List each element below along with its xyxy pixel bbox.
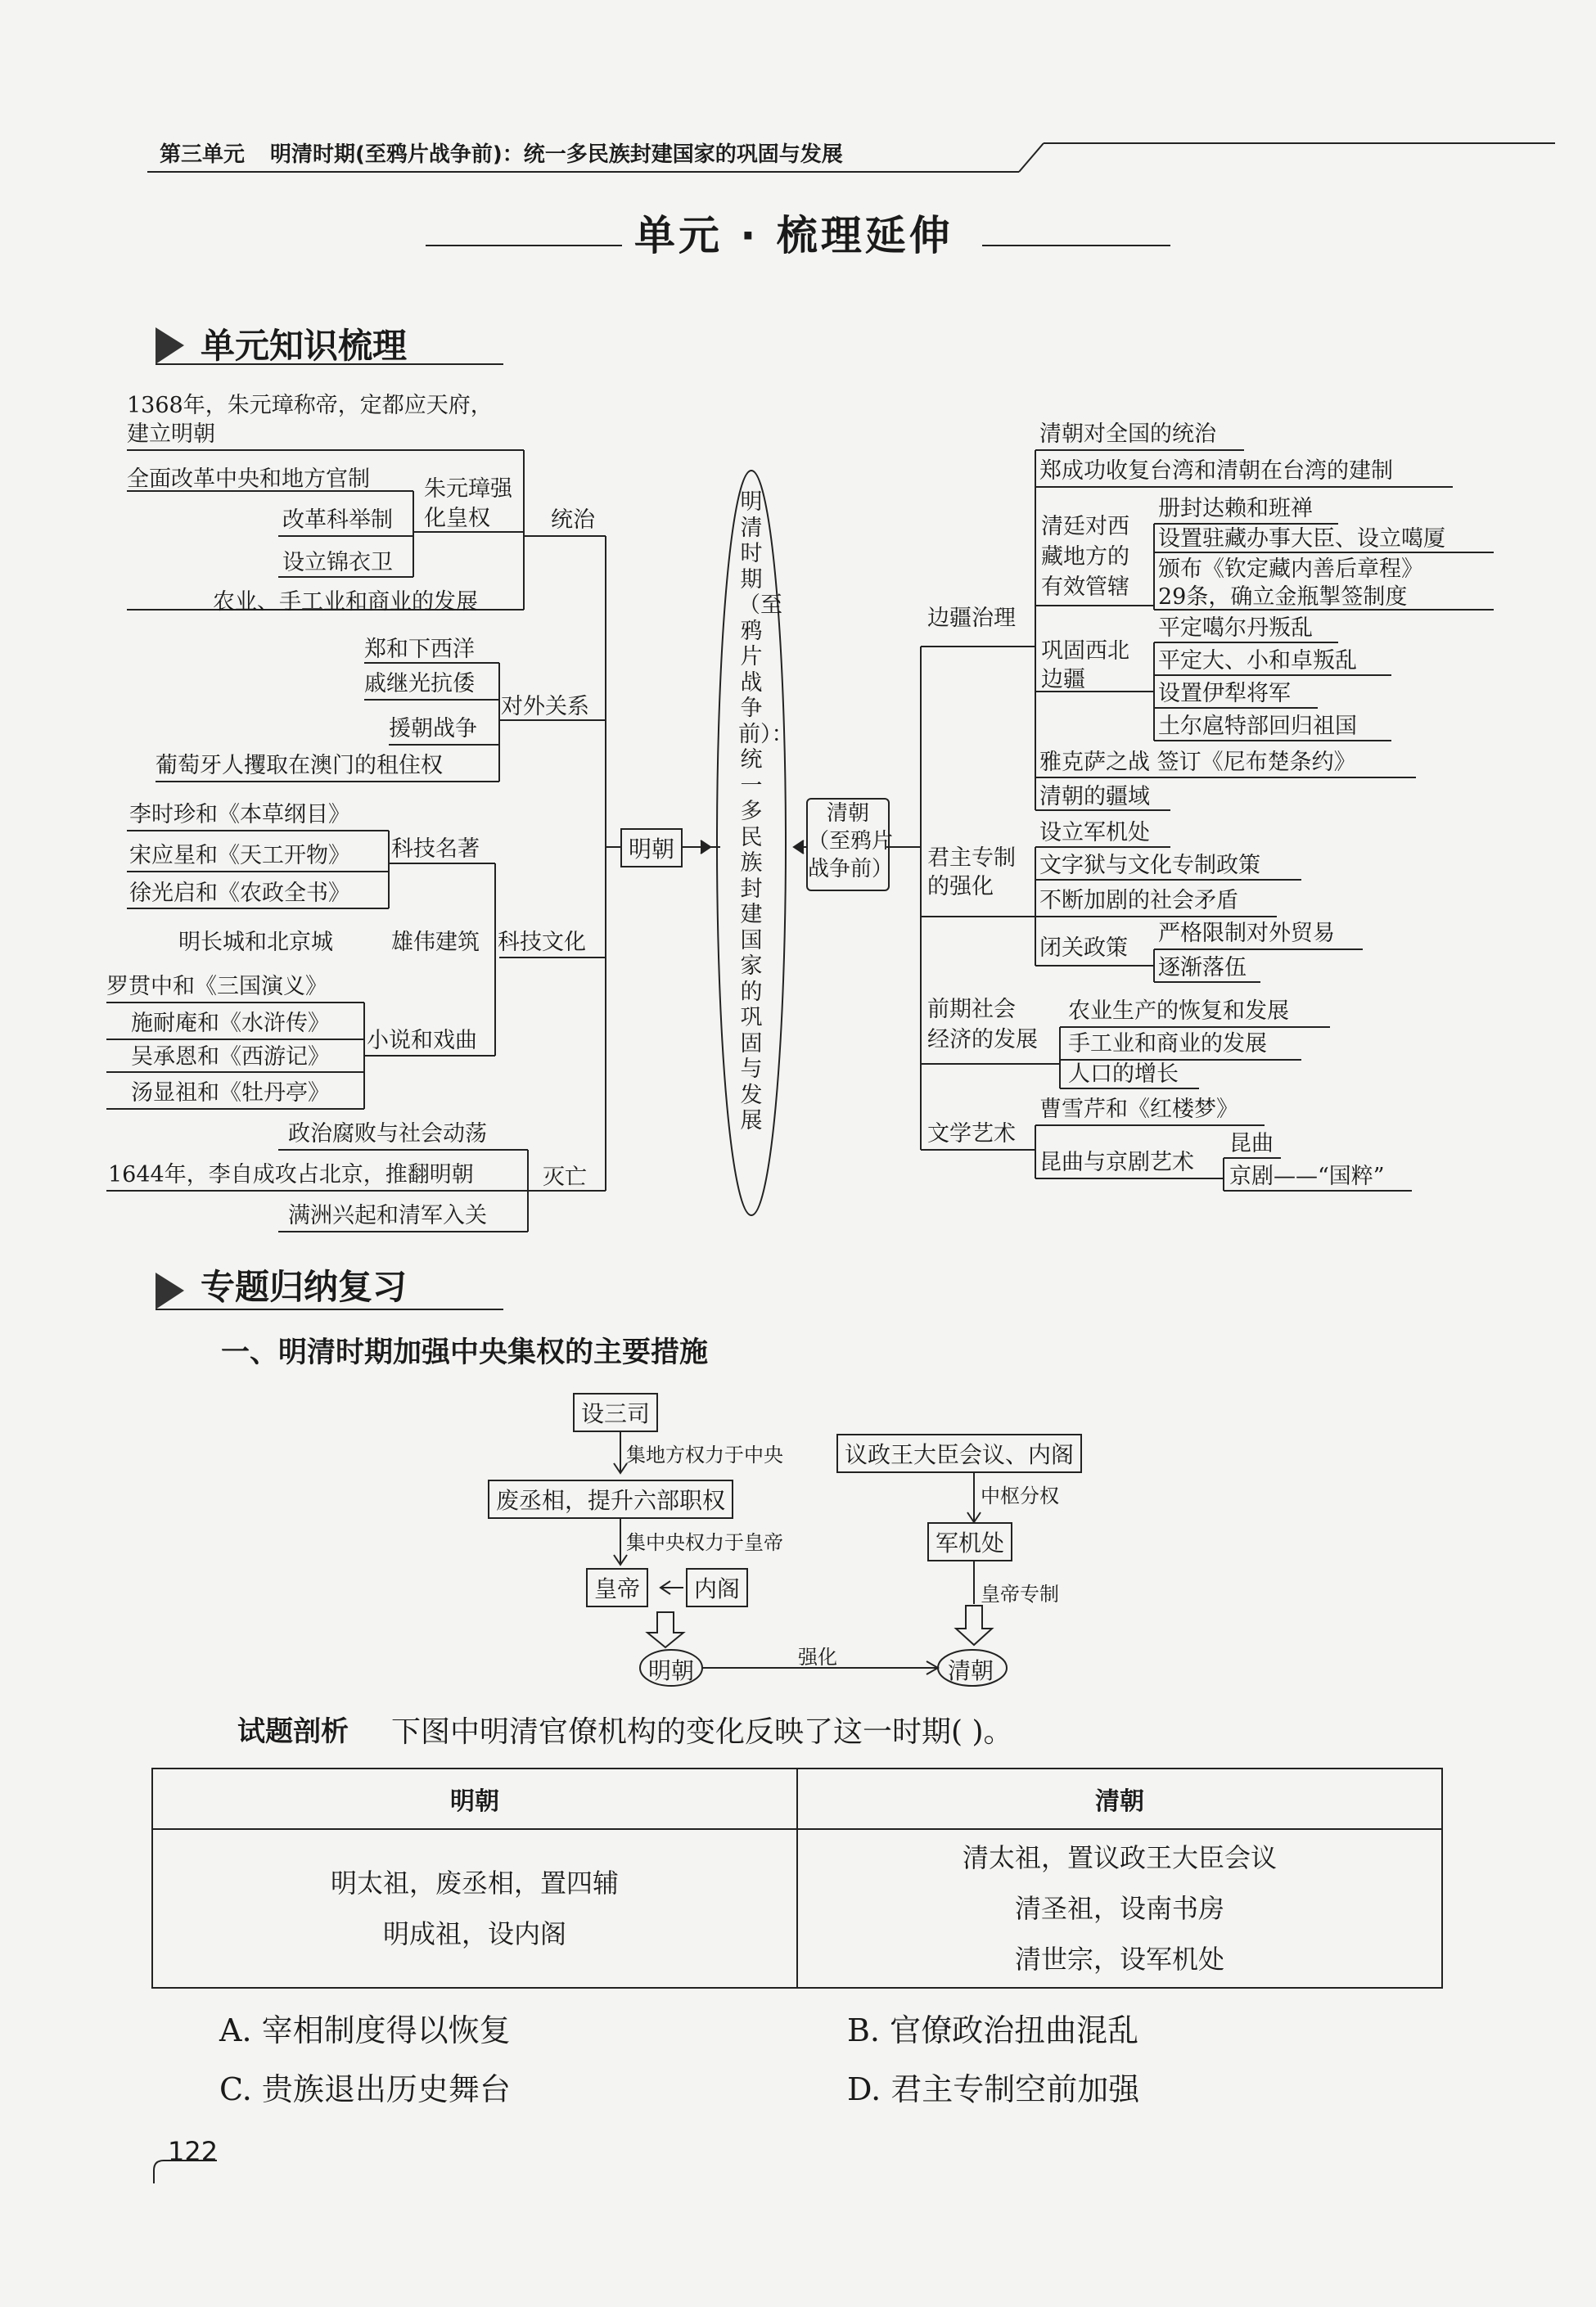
flow-fcx: 废丞相，提升六部职权 xyxy=(488,1480,733,1519)
question-table xyxy=(151,1768,1443,1989)
section-title-2: 专题归纳复习 xyxy=(201,1267,408,1307)
qing-xz-3: 有效管辖 xyxy=(1041,574,1129,600)
ming-lsz: 李时珍和《本草纲目》 xyxy=(129,802,350,827)
qing-cxq: 曹雪芹和《红楼梦》 xyxy=(1039,1097,1238,1122)
ming-kjwh: 科技文化 xyxy=(498,930,586,955)
qing-jz-1: 君主专制 xyxy=(927,845,1016,871)
qing-sgy: 手工业和商业的发展 xyxy=(1068,1031,1267,1057)
flow-jjc: 军机处 xyxy=(927,1522,1012,1561)
qing-terh: 土尔扈特部回归祖国 xyxy=(1158,714,1357,739)
ming-pt: 葡萄牙人攫取在澳门的租住权 xyxy=(156,753,443,778)
qing-sh-2: 经济的发展 xyxy=(927,1027,1038,1052)
ming-founding-2: 建立明朝 xyxy=(127,421,215,447)
qing-xz-1: 清廷对西 xyxy=(1041,514,1129,539)
qing-zcg: 郑成功收复台湾和清朝在台湾的建制 xyxy=(1039,458,1393,484)
qing-sh-1: 前期社会 xyxy=(927,997,1016,1022)
qing-xb-2: 边疆 xyxy=(1041,667,1085,692)
qing-wx: 文学艺术 xyxy=(927,1121,1016,1147)
table-header-ming: 明朝 xyxy=(152,1769,797,1829)
center-title: 明清时期（至鸦片战争前）：统一多民族封建国家的巩固与发展 xyxy=(738,489,794,1133)
qing-jjc: 设立军机处 xyxy=(1039,820,1150,845)
flow-yz: 议政王大臣会议、内阁 xyxy=(836,1434,1082,1473)
table-header-qing: 清朝 xyxy=(797,1769,1442,1829)
qing-node-2: （至鸦片 xyxy=(808,829,894,854)
qing-xb-1: 巩固西北 xyxy=(1041,638,1129,664)
qing-kq: 昆曲与京剧艺术 xyxy=(1039,1150,1194,1175)
qing-zj: 逐渐落伍 xyxy=(1158,955,1247,980)
ming-row-1: 明太祖，废丞相，置四辅 xyxy=(330,1868,619,1899)
qing-jz-2: 的强化 xyxy=(927,874,994,899)
ming-kj: 改革科举制 xyxy=(282,507,393,533)
flow-ng: 内阁 xyxy=(686,1568,748,1607)
qing-jrmd: 不断加剧的社会矛盾 xyxy=(1039,888,1238,913)
qing-wzy: 文字狱与文化专制政策 xyxy=(1039,853,1260,878)
qing-node-1: 清朝 xyxy=(826,801,869,826)
qing-node xyxy=(806,798,894,891)
ming-sna: 施耐庵和《水浒传》 xyxy=(131,1011,330,1036)
ming-kjmz: 科技名著 xyxy=(391,836,480,862)
flow-zsfq: 中枢分权 xyxy=(981,1485,1059,1507)
ming-xsxq: 小说和戏曲 xyxy=(367,1028,477,1053)
qing-qgtz: 清朝对全国的统治 xyxy=(1039,421,1216,447)
qing-jp: 29条，确立金瓶掣签制度 xyxy=(1158,584,1408,610)
ming-node: 明朝 xyxy=(620,828,683,867)
ming-jy: 设立锦衣卫 xyxy=(282,550,393,575)
ming-founding-1: 1368年，朱元璋称帝，定都应天府， xyxy=(127,393,493,418)
flow-mc: 明朝 xyxy=(648,1657,695,1684)
qing-row-1: 清太祖，置议政王大臣会议 xyxy=(962,1842,1277,1873)
ming-gm: 全面改革中央和地方官制 xyxy=(127,466,370,492)
ming-zyz-1: 朱元璋强 xyxy=(424,476,512,502)
ming-zyz-2: 化皇权 xyxy=(424,506,490,531)
qing-jj: 京剧——“国粹” xyxy=(1229,1164,1385,1189)
qing-kqu: 昆曲 xyxy=(1229,1131,1274,1156)
option-c[interactable]: C. 贵族退出历史舞台 xyxy=(219,2071,511,2107)
flow-jdf: 集地方权力于中央 xyxy=(626,1444,783,1467)
ming-ny: 农业、手工业和商业的发展 xyxy=(213,589,478,615)
ming-txz: 汤显祖和《牡丹亭》 xyxy=(131,1080,330,1106)
flow-hdzz: 皇帝专制 xyxy=(981,1583,1059,1606)
table-cell-qing xyxy=(797,1829,1442,1988)
qing-qd: 颁布《钦定藏内善后章程》 xyxy=(1158,556,1423,582)
ming-zz: 政治腐败与社会动荡 xyxy=(288,1121,487,1147)
ming-tongzhi: 统治 xyxy=(551,507,595,533)
question-label: 试题剖析 xyxy=(237,1715,349,1748)
question-text: 下图中明清官僚机构的变化反映了这一时期( )。 xyxy=(391,1715,1013,1749)
table-cell-ming xyxy=(152,1829,797,1988)
qing-xz-2: 藏地方的 xyxy=(1041,544,1129,570)
ming-ccc: 明长城和北京城 xyxy=(178,930,333,955)
qing-node-3: 战争前） xyxy=(808,857,894,881)
qing-rk: 人口的增长 xyxy=(1068,1061,1179,1087)
qing-dhx: 平定大、小和卓叛乱 xyxy=(1158,648,1357,674)
ming-xwjz: 雄伟建筑 xyxy=(391,930,480,955)
qing-ykz: 雅克萨之战 签订《尼布楚条约》 xyxy=(1039,750,1356,775)
qing-jy: 清朝的疆域 xyxy=(1039,784,1150,809)
ming-miewang: 灭亡 xyxy=(543,1165,587,1190)
qing-cf: 册封达赖和班禅 xyxy=(1158,496,1313,521)
section-title-1: 单元知识梳理 xyxy=(201,326,408,366)
ming-duiwai: 对外关系 xyxy=(501,694,589,719)
flow-hd: 皇帝 xyxy=(586,1568,648,1607)
ming-syx: 宋应星和《天工开物》 xyxy=(129,843,350,868)
ming-lzc: 1644年，李自成攻占北京，推翻明朝 xyxy=(108,1162,474,1187)
qing-yl: 设置伊犁将军 xyxy=(1158,681,1291,706)
ming-xgq: 徐光启和《农政全书》 xyxy=(129,881,350,906)
qing-gedan: 平定噶尔丹叛乱 xyxy=(1158,615,1313,641)
qing-zzdc: 设置驻藏办事大臣、设立噶厦 xyxy=(1158,526,1445,552)
qing-bg: 闭关政策 xyxy=(1039,935,1128,961)
ming-lgz: 罗贯中和《三国演义》 xyxy=(106,974,327,999)
qing-row-2: 清圣祖，设南书房 xyxy=(1014,1893,1224,1924)
unit-title: 明清时期(至鸦片战争前)：统一多民族封建国家的巩固与发展 xyxy=(270,142,843,167)
topic-title: 一、明清时期加强中央集权的主要措施 xyxy=(221,1336,709,1369)
ming-wce: 吴承恩和《西游记》 xyxy=(131,1044,330,1070)
qing-row-3: 清世宗，设军机处 xyxy=(1014,1944,1224,1975)
option-a[interactable]: A. 宰相制度得以恢复 xyxy=(219,2012,511,2048)
ming-qjg: 戚继光抗倭 xyxy=(364,671,475,696)
option-d[interactable]: D. 君主专制空前加强 xyxy=(847,2071,1140,2107)
flow-qc: 清朝 xyxy=(948,1657,994,1684)
page-number: 122 xyxy=(168,2136,219,2167)
page-title: 单元 · 梳理延伸 xyxy=(634,212,954,259)
ming-yc: 援朝战争 xyxy=(389,716,477,741)
flow-qh: 强化 xyxy=(798,1646,837,1669)
ming-mz: 满洲兴起和清军入关 xyxy=(288,1203,487,1228)
flow-jzy: 集中央权力于皇帝 xyxy=(626,1531,783,1554)
qing-nysc: 农业生产的恢复和发展 xyxy=(1068,998,1289,1024)
ming-row-2: 明成祖，设内阁 xyxy=(382,1918,566,1949)
unit-label: 第三单元 xyxy=(160,142,246,167)
qing-yg: 严格限制对外贸易 xyxy=(1158,921,1335,946)
ming-zh: 郑和下西洋 xyxy=(364,637,475,662)
qing-bj: 边疆治理 xyxy=(927,606,1016,631)
option-b[interactable]: B. 官僚政治扭曲混乱 xyxy=(847,2012,1139,2048)
flow-ssx: 设三司 xyxy=(573,1393,658,1432)
